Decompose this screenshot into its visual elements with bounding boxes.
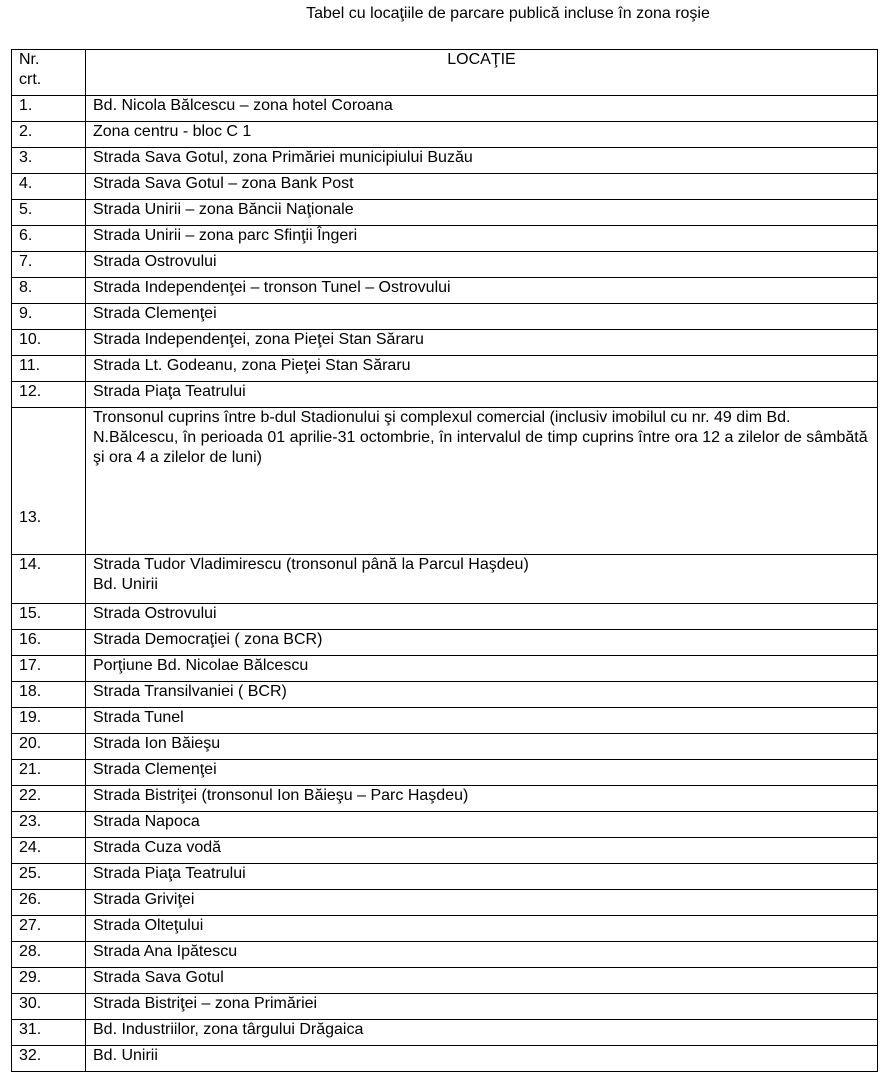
table-row: [12, 174, 878, 200]
table-row: [12, 330, 878, 356]
row-location: [86, 200, 878, 226]
location-text: Strada Olteţului: [93, 917, 204, 934]
table-row: [12, 382, 878, 408]
location-text: Porţiune Bd. Nicolae Bălcescu: [93, 657, 309, 674]
row-location: [86, 682, 878, 708]
table-row: [12, 200, 878, 226]
table-row: [12, 656, 878, 682]
row-location: [86, 252, 878, 278]
location-text: Strada Independenţei – tronson Tunel – Ostrovului: [93, 279, 451, 296]
row-location: [86, 994, 878, 1020]
row-location: [86, 838, 878, 864]
row-number: 23.: [12, 812, 86, 838]
row-number: 28.: [12, 942, 86, 968]
table-row: [12, 604, 878, 630]
row-number: 6.: [12, 226, 86, 252]
row-number: 24.: [12, 838, 86, 864]
table-row: [12, 304, 878, 330]
table-row: [12, 96, 878, 122]
table-row: [12, 708, 878, 734]
row-number: 15.: [12, 604, 86, 630]
table-row: [12, 682, 878, 708]
table-row: [12, 1046, 878, 1072]
table-row: [12, 734, 878, 760]
row-number: 8.: [12, 278, 86, 304]
table-row: [12, 408, 878, 555]
row-location: [86, 812, 878, 838]
row-number: 3.: [12, 148, 86, 174]
row-number: 19.: [12, 708, 86, 734]
header-location: LOCAŢIE: [86, 50, 878, 96]
row-number: 31.: [12, 1020, 86, 1046]
location-text: Strada Unirii – zona Băncii Naţionale: [93, 201, 354, 218]
table-header-row: [12, 50, 878, 96]
row-number: 20.: [12, 734, 86, 760]
row-number: 13.: [12, 408, 86, 555]
location-text: Strada Unirii – zona parc Sfinţii Îngeri: [93, 227, 358, 244]
location-text: Strada Bistriţei (tronsonul Ion Băieşu – Parc Haşdeu): [93, 787, 469, 804]
location-text: Tronsonul cuprins între b-dul Stadionului şi complexul comercial (inclusiv imobilul cu nr. 49 dim Bd. N.Bălcescu, în perioada 01 aprilie-31 octombrie, în intervalul de timp cuprins între ora 12 a zilelor de sâmbătă şi ora 4 a zilelor de luni): [93, 409, 868, 466]
table-row: [12, 278, 878, 304]
row-number: 27.: [12, 916, 86, 942]
table-row: [12, 356, 878, 382]
row-number: 30.: [12, 994, 86, 1020]
location-text: Strada Napoca: [93, 813, 200, 830]
table-row: [12, 148, 878, 174]
row-location: [86, 408, 878, 555]
parking-locations-table: [11, 49, 878, 1072]
table-row: [12, 942, 878, 968]
row-number: 2.: [12, 122, 86, 148]
row-number: 16.: [12, 630, 86, 656]
location-text: Strada Transilvaniei ( BCR): [93, 683, 287, 700]
row-location: [86, 382, 878, 408]
location-text: Strada Piaţa Teatrului: [93, 865, 246, 882]
location-text: Strada Tunel: [93, 709, 184, 726]
location-text: Strada Sava Gotul, zona Primăriei municipiului Buzău: [93, 149, 473, 166]
row-location: [86, 330, 878, 356]
row-number: 9.: [12, 304, 86, 330]
table-row: [12, 838, 878, 864]
table-row: [12, 968, 878, 994]
location-text: Bd. Industriilor, zona târgului Drăgaica: [93, 1021, 364, 1038]
header-nr-line1: Nr.: [19, 51, 40, 68]
row-number: 10.: [12, 330, 86, 356]
row-location: [86, 226, 878, 252]
row-location: [86, 760, 878, 786]
header-nr-line2: crt.: [19, 71, 42, 88]
row-location: [86, 734, 878, 760]
table-row: [12, 226, 878, 252]
row-location: [86, 864, 878, 890]
location-text: Strada Bistriţei – zona Primăriei: [93, 995, 318, 1012]
row-location: [86, 890, 878, 916]
row-location: [86, 356, 878, 382]
location-text: Strada Ana Ipătescu: [93, 943, 238, 960]
location-text: Strada Clemenţei: [93, 305, 217, 322]
table-row: [12, 252, 878, 278]
row-number: 4.: [12, 174, 86, 200]
location-text: Strada Clemenţei: [93, 761, 217, 778]
row-number: 26.: [12, 890, 86, 916]
row-number: 29.: [12, 968, 86, 994]
location-text: Strada Tudor Vladimirescu (tronsonul până la Parcul Haşdeu): [93, 556, 529, 573]
row-location: [86, 148, 878, 174]
location-text: Strada Griviţei: [93, 891, 195, 908]
table-row: [12, 760, 878, 786]
row-number: 12.: [12, 382, 86, 408]
row-number: 11.: [12, 356, 86, 382]
header-nr-crt: [12, 50, 86, 96]
row-location: [86, 96, 878, 122]
row-location: [86, 916, 878, 942]
row-number: 21.: [12, 760, 86, 786]
location-text: Bd. Nicola Bălcescu – zona hotel Coroana: [93, 97, 393, 114]
row-location: [86, 968, 878, 994]
table-row: [12, 555, 878, 604]
row-location: [86, 1046, 878, 1072]
row-number: 25.: [12, 864, 86, 890]
location-text: Strada Cuza vodă: [93, 839, 222, 856]
row-location: [86, 786, 878, 812]
row-location: [86, 604, 878, 630]
row-number: 22.: [12, 786, 86, 812]
table-row: [12, 1020, 878, 1046]
row-location: [86, 1020, 878, 1046]
row-number: 5.: [12, 200, 86, 226]
row-location: [86, 122, 878, 148]
row-number: 32.: [12, 1046, 86, 1072]
location-text: Strada Sava Gotul – zona Bank Post: [93, 175, 354, 192]
row-number: 1.: [12, 96, 86, 122]
row-location: [86, 630, 878, 656]
table-row: [12, 812, 878, 838]
table-row: [12, 630, 878, 656]
location-text: Strada Democraţiei ( zona BCR): [93, 631, 323, 648]
table-row: [12, 864, 878, 890]
location-text-line2: Bd. Unirii: [93, 576, 158, 593]
row-location: [86, 174, 878, 200]
row-location: [86, 304, 878, 330]
row-number: 14.: [12, 555, 86, 604]
location-text: Bd. Unirii: [93, 1047, 158, 1064]
row-location: [86, 656, 878, 682]
location-text: Strada Ostrovului: [93, 605, 217, 622]
row-location: [86, 278, 878, 304]
table-row: [12, 890, 878, 916]
location-text: Strada Independenţei, zona Pieţei Stan Săraru: [93, 331, 424, 348]
row-location: [86, 942, 878, 968]
location-text: Strada Ion Băieşu: [93, 735, 221, 752]
location-text: Strada Ostrovului: [93, 253, 217, 270]
location-text: Strada Lt. Godeanu, zona Pieţei Stan Săraru: [93, 357, 411, 374]
document-title: Tabel cu locaţiile de parcare publică incluse în zona roşie: [306, 5, 710, 22]
row-location: [86, 708, 878, 734]
row-number: 17.: [12, 656, 86, 682]
table-row: [12, 786, 878, 812]
location-text: Strada Sava Gotul: [93, 969, 224, 986]
location-text: Zona centru - bloc C 1: [93, 123, 252, 140]
location-text: Strada Piaţa Teatrului: [93, 383, 246, 400]
row-location: [86, 555, 878, 604]
row-number: 18.: [12, 682, 86, 708]
table-row: [12, 122, 878, 148]
table-row: [12, 994, 878, 1020]
table-row: [12, 916, 878, 942]
row-number: 7.: [12, 252, 86, 278]
